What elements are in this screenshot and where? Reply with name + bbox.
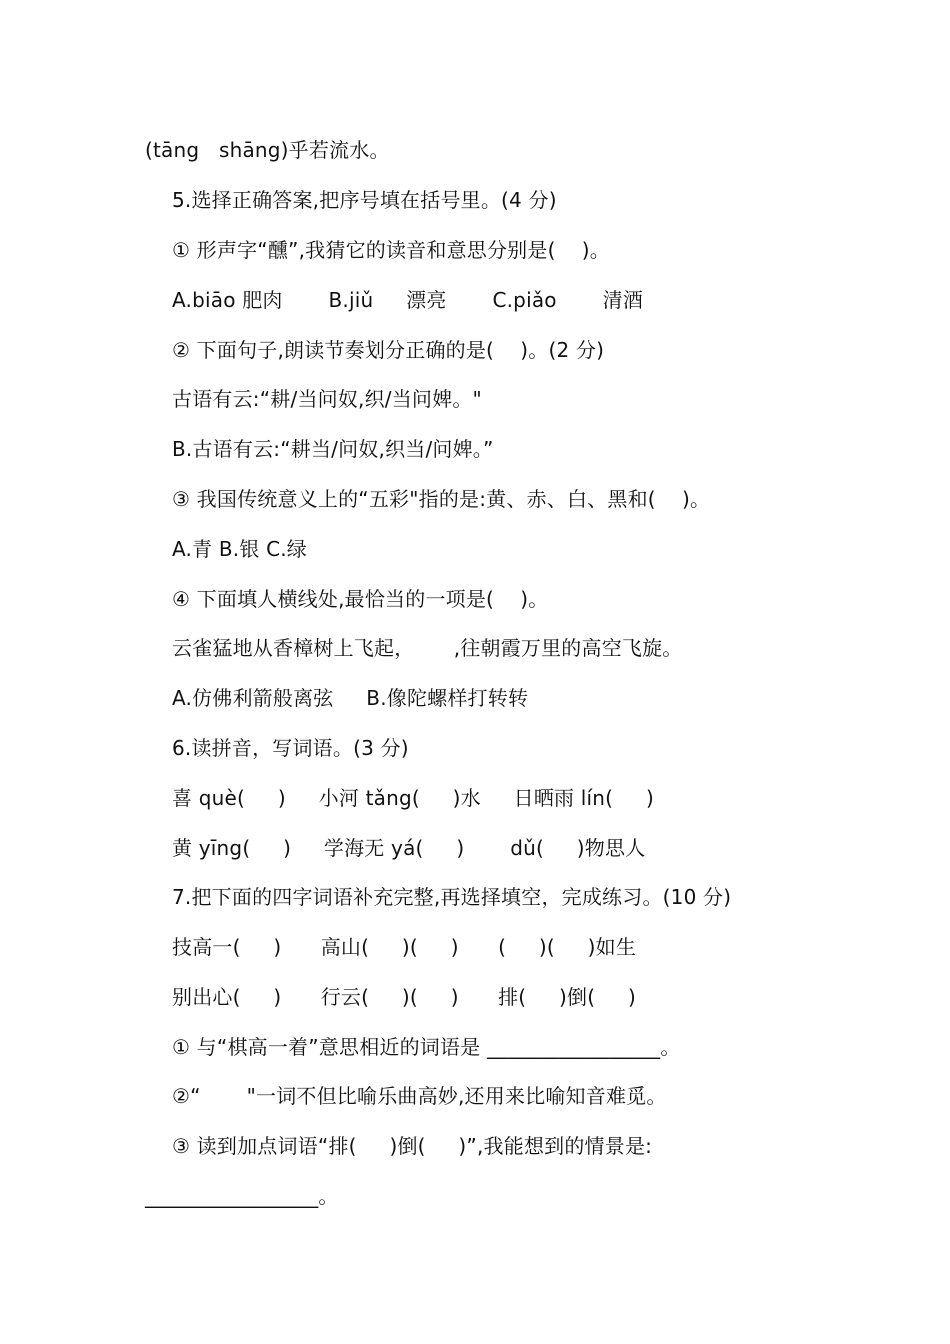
question-5-item-4-options: A.仿佛利箭般离弦 B.像陀螺样打转转 [172, 686, 529, 710]
question-7-item-3: ③ 读到加点词语“排( )倒( )”,我能想到的情景是: [172, 1134, 653, 1158]
question-5-item-1: ① 形声字“醺”,我猜它的读音和意思分别是( )。 [172, 238, 611, 262]
question-7-item-1: ① 与“棋高一着”意思相近的词语是 _________________。 [172, 1035, 681, 1059]
question-5-item-2-option-a: 古语有云:“耕/当问奴,织/当问婢。" [172, 387, 482, 411]
question-7-item-3-answer-line: _________________。 [145, 1184, 339, 1208]
question-6-row-1: 喜 què( ) 小河 tǎng( )水 日晒雨 lín( ) [172, 786, 654, 810]
question-7-heading: 7.把下面的四字词语补充完整,再选择填空，完成练习。(10 分) [172, 885, 732, 909]
text-line-1: (tāng shāng)乎若流水。 [145, 138, 390, 162]
question-5-item-1-options: A.biāo 肥肉 B.jiǔ 漂亮 C.piǎo 清酒 [172, 288, 644, 312]
question-5-item-2: ② 下面句子,朗读节奏划分正确的是( )。(2 分) [172, 338, 605, 362]
question-5-item-3: ③ 我国传统意义上的“五彩"指的是:黄、赤、白、黑和( )。 [172, 487, 711, 511]
question-7-row-2: 别出心( ) 行云( )( ) 排( )倒( ) [172, 985, 637, 1009]
question-5-item-2-option-b: B.古语有云:“耕当/问奴,织当/问婢。” [172, 437, 494, 461]
question-5-item-3-options: A.青 B.银 C.绿 [172, 537, 308, 561]
question-7-row-1: 技高一( ) 高山( )( ) ( )( )如生 [172, 935, 637, 959]
question-5-item-4: ④ 下面填人横线处,最恰当的一项是( )。 [172, 587, 549, 611]
question-5-item-4-sentence: 云雀猛地从香樟树上飞起， ,往朝霞万里的高空飞旋。 [172, 636, 683, 660]
question-6-row-2: 黄 yīng( ) 学海无 yá( ) dǔ( )物思人 [172, 836, 646, 860]
question-5-heading: 5.选择正确答案,把序号填在括号里。(4 分) [172, 188, 557, 212]
question-7-item-2: ②“ "一词不但比喻乐曲高妙,还用来比喻知音难觅。 [172, 1084, 667, 1108]
question-6-heading: 6.读拼音，写词语。(3 分) [172, 736, 409, 760]
